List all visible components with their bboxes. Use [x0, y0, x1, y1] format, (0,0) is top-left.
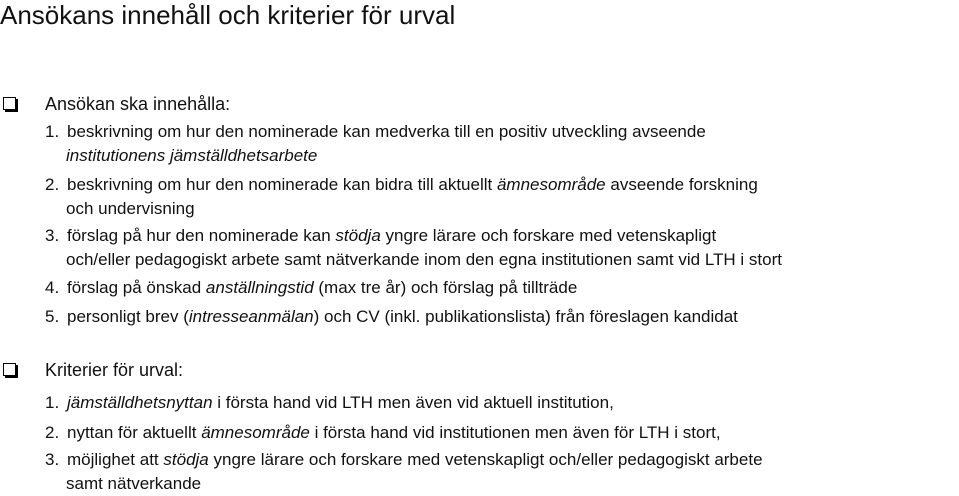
checkbox-bullet-icon	[3, 97, 16, 110]
application-item-5: 5. personligt brev (intresseanmälan) och CV (inkl. publikationslista) från föreslagen kandidat	[45, 307, 738, 326]
criteria-item-3: 3. möjlighet att stödja yngre lärare och forskare med vetenskapligt och/eller pedagogiskt arbete samt nätverkande	[45, 450, 763, 493]
application-item-2: 2. beskrivning om hur den nominerade kan bidra till aktuellt ämnesområde avseende forskning och undervisning	[45, 175, 758, 218]
application-item-4: 4. förslag på önskad anställningstid (max tre år) och förslag på tillträde	[45, 278, 578, 297]
criteria-item-1: 1. jämställdhetsnyttan i första hand vid LTH men även vid aktuell institution,	[45, 393, 614, 412]
criteria-heading: Kriterier för urval:	[45, 360, 184, 380]
application-heading: Ansökan ska innehålla:	[45, 94, 231, 114]
criteria-item-2: 2. nyttan för aktuellt ämnesområde i första hand vid institutionen men även för LTH i stort,	[45, 423, 721, 442]
checkbox-bullet-icon	[3, 363, 16, 376]
application-item-3: 3. förslag på hur den nominerade kan stödja yngre lärare och forskare med vetenskapligt och/eller pedagogiskt arbete samt nätverkande inom den egna institutionen samt vid LTH i stort	[45, 226, 782, 269]
application-item-1: 1. beskrivning om hur den nominerade kan medverka till en positiv utveckling avseende institutionens jämställdhetsarbete	[45, 122, 706, 165]
page-title: Ansökans innehåll och kriterier för urval	[0, 0, 456, 30]
